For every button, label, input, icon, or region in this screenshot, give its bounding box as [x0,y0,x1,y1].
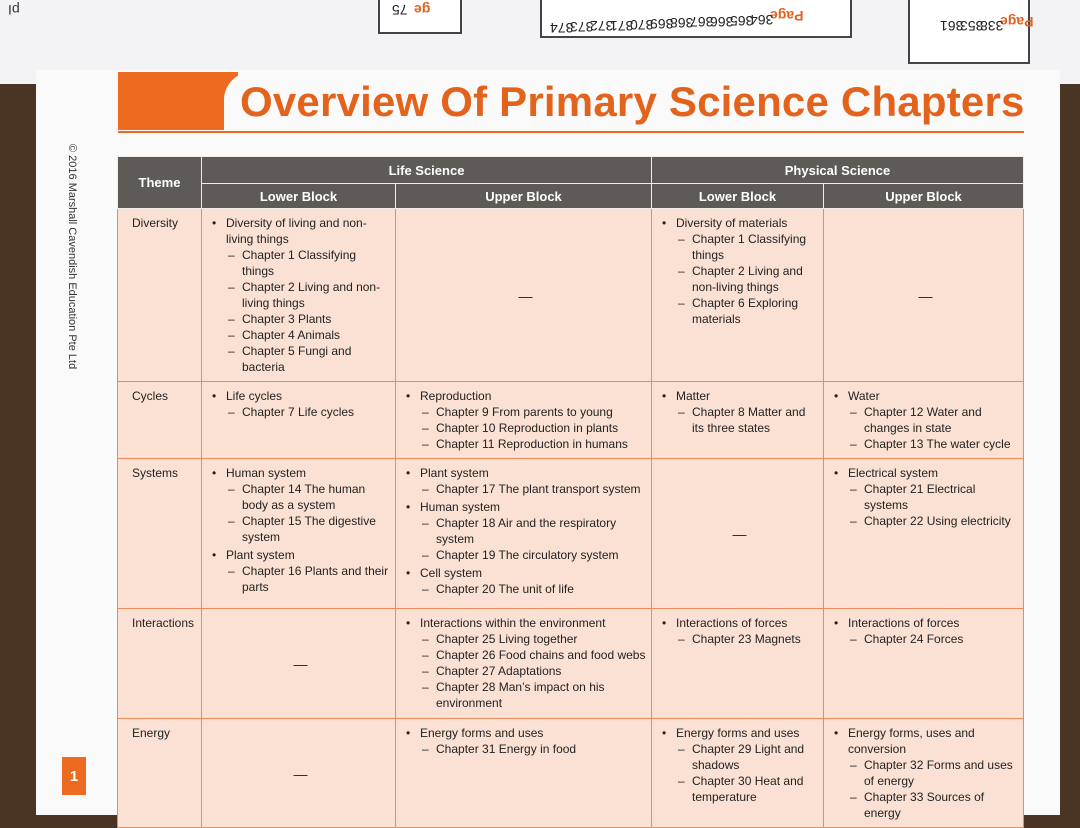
topic-cell [652,609,824,719]
chapter-list [420,741,647,757]
topic-label: Electrical system [848,466,939,480]
chapter-item: – Chapter 15 The digestive system [226,513,391,545]
topic-cell [202,459,396,609]
topic-cell [202,209,396,382]
topic-item [660,725,819,805]
topic-label: Reproduction [420,389,492,403]
empty-cell [202,609,396,719]
topic-cell [652,719,824,828]
chapter-list [848,481,1019,529]
theme-cell: Systems [118,459,202,609]
previous-page-number: 371 [610,17,634,34]
topic-item [404,499,647,563]
previous-page-number: 367 [690,14,714,31]
theme-cell: Diversity [118,209,202,382]
topic-item [404,615,647,711]
chapter-item: – Chapter 1 Classifying things [226,247,391,279]
empty-marker: — [918,287,933,304]
previous-page-number: 365 [730,12,754,29]
physical-lower-block-header: Lower Block [652,184,824,209]
previous-page-box-number: 75 [392,2,408,18]
life-science-header: Life Science [202,157,652,184]
topic-cell [396,382,652,459]
previous-page-number: 364 [750,12,774,28]
theme-header: Theme [118,157,202,209]
chapter-item: – Chapter 32 Forms and uses of energy [848,757,1019,789]
previous-page-number: 370 [630,16,654,33]
topic-item [404,388,647,452]
physical-upper-block-header: Upper Block [824,184,1024,209]
chapter-list [226,247,391,375]
topic-cell [824,382,1024,459]
topic-list [832,725,1019,821]
topic-item [210,215,391,375]
chapter-item: – Chapter 27 Adaptations [420,663,647,679]
topic-label: Matter [676,389,711,403]
chapter-item: – Chapter 1 Classifying things [676,231,819,263]
topic-list [660,388,819,436]
page-title: Overview Of Primary Science Chapters [240,78,1025,125]
topic-item [832,388,1019,452]
previous-page-number: 353 [960,18,984,34]
topic-cell [396,719,652,828]
previous-page-number: 372 [590,18,614,35]
chapter-item: – Chapter 31 Energy in food [420,741,647,757]
topic-label: Interactions of forces [676,616,788,630]
chapters-table-body [118,209,1024,828]
chapter-item: – Chapter 6 Exploring materials [676,295,819,327]
topic-list [210,388,391,420]
topic-cell [652,209,824,382]
previous-page-box-label: ge [414,2,431,18]
previous-page-column-label: Page [770,8,804,24]
topic-cell [824,719,1024,828]
previous-page-column-label: Page [1000,14,1034,30]
topic-item [404,565,647,597]
previous-page-number: 369 [650,16,674,32]
chapter-item: – Chapter 21 Electrical systems [848,481,1019,513]
chapter-list [676,631,819,647]
chapter-list [676,404,819,436]
chapter-item: – Chapter 30 Heat and temperature [676,773,819,805]
chapter-item: – Chapter 16 Plants and their parts [226,563,391,595]
topic-cell [652,382,824,459]
chapter-item: – Chapter 4 Animals [226,327,391,343]
previous-page-fragment: pI [8,2,20,18]
topic-cell [396,609,652,719]
page-number: 1 [62,757,86,795]
previous-page-index-box [540,0,852,38]
topic-label: Interactions of forces [848,616,960,630]
table-row [118,719,1024,828]
chapter-item: – Chapter 8 Matter and its three states [676,404,819,436]
topic-list [832,388,1019,452]
chapter-item: – Chapter 17 The plant transport system [420,481,647,497]
previous-page-box [378,0,462,34]
table-row [118,609,1024,719]
topic-item [210,465,391,545]
table-row [118,459,1024,609]
topic-cell [824,459,1024,609]
empty-cell [202,719,396,828]
previous-page-number: 361 [940,18,964,34]
topic-list [404,725,647,757]
chapter-item: – Chapter 2 Living and non-living things [676,263,819,295]
topic-item [210,388,391,420]
topic-label: Energy forms and uses [420,726,544,740]
chapter-list [676,741,819,805]
topic-label: Diversity of living and non-living things [226,216,367,246]
chapter-item: – Chapter 18 Air and the respiratory system [420,515,647,547]
topic-cell [396,459,652,609]
chapter-list [420,631,647,711]
topic-label: Human system [226,466,307,480]
topic-label: Plant system [226,548,295,562]
chapter-item: – Chapter 24 Forces [848,631,1019,647]
empty-marker: — [732,526,747,542]
topic-label: Energy forms and uses [676,726,800,740]
chapter-item: – Chapter 3 Plants [226,311,391,327]
empty-cell [396,209,652,382]
topic-item [832,465,1019,529]
theme-cell: Energy [118,719,202,828]
topic-cell [824,609,1024,719]
topic-item [210,547,391,595]
title-rule [118,131,1024,133]
chapter-list [420,481,647,497]
previous-page-number: 338 [980,18,1004,34]
topic-list [660,725,819,805]
chapter-item: – Chapter 10 Reproduction in plants [420,420,647,436]
chapter-item: – Chapter 28 Man’s impact on his environment [420,679,647,711]
chapter-list [226,404,391,420]
previous-page-number: 368 [670,15,694,32]
chapter-item: – Chapter 33 Sources of energy [848,789,1019,821]
topic-list [404,615,647,711]
chapter-list [848,757,1019,821]
topic-item [404,725,647,757]
empty-marker: — [518,287,533,304]
topic-list [404,388,647,452]
life-lower-block-header: Lower Block [202,184,396,209]
chapter-item: – Chapter 2 Living and non-living things [226,279,391,311]
chapter-item: – Chapter 26 Food chains and food webs [420,647,647,663]
topic-item [832,615,1019,647]
topic-item [660,215,819,327]
chapter-list [420,404,647,452]
topic-label: Cell system [420,566,483,580]
previous-page-number: 366 [710,13,734,30]
topic-list [660,615,819,647]
chapter-item: – Chapter 29 Light and shadows [676,741,819,773]
empty-cell [824,209,1024,382]
chapter-list [226,481,391,545]
topic-list [832,465,1019,529]
topic-list [404,465,647,597]
topic-label: Life cycles [226,389,283,403]
copyright-notice: © 2016 Marshall Cavendish Education Pte Ltd [66,144,78,370]
theme-cell: Interactions [118,609,202,719]
chapter-list [676,231,819,327]
chapter-item: – Chapter 5 Fungi and bacteria [226,343,391,375]
chapter-item: – Chapter 7 Life cycles [226,404,391,420]
topic-item [660,388,819,436]
topic-label: Energy forms, uses and conversion [848,726,975,756]
empty-cell [652,459,824,609]
empty-marker: — [293,656,308,672]
topic-label: Diversity of materials [676,216,788,230]
chapter-item: – Chapter 9 From parents to young [420,404,647,420]
topic-list [210,215,391,375]
topic-list [660,215,819,327]
theme-cell: Cycles [118,382,202,459]
topic-list [832,615,1019,647]
topic-item [660,615,819,647]
table-row [118,209,1024,382]
previous-page-number: 373 [570,19,594,36]
empty-marker: — [293,765,308,782]
previous-page-number: 374 [550,20,574,36]
chapter-item: – Chapter 20 The unit of life [420,581,647,597]
chapter-list [848,631,1019,647]
previous-page-page-box [908,0,1034,64]
chapter-item: – Chapter 11 Reproduction in humans [420,436,647,452]
topic-label: Human system [420,500,501,514]
chapter-list [848,404,1019,452]
chapter-item: – Chapter 25 Living together [420,631,647,647]
topic-item [832,725,1019,821]
chapter-list [420,515,647,563]
topic-label: Plant system [420,466,489,480]
topic-item [404,465,647,497]
chapter-item: – Chapter 12 Water and changes in state [848,404,1019,436]
topic-cell [202,382,396,459]
chapter-item: – Chapter 13 The water cycle [848,436,1019,452]
life-upper-block-header: Upper Block [396,184,652,209]
chapters-table [117,156,1024,828]
chapter-list [420,581,647,597]
chapter-item: – Chapter 23 Magnets [676,631,819,647]
title-tab [118,72,238,130]
topic-label: Water [848,389,880,403]
physical-science-header: Physical Science [652,157,1024,184]
topic-label: Interactions within the environment [420,616,606,630]
chapter-item: – Chapter 19 The circulatory system [420,547,647,563]
topic-list [210,465,391,595]
chapter-item: – Chapter 22 Using electricity [848,513,1019,529]
table-row [118,382,1024,459]
chapter-item: – Chapter 14 The human body as a system [226,481,391,513]
chapter-list [226,563,391,595]
